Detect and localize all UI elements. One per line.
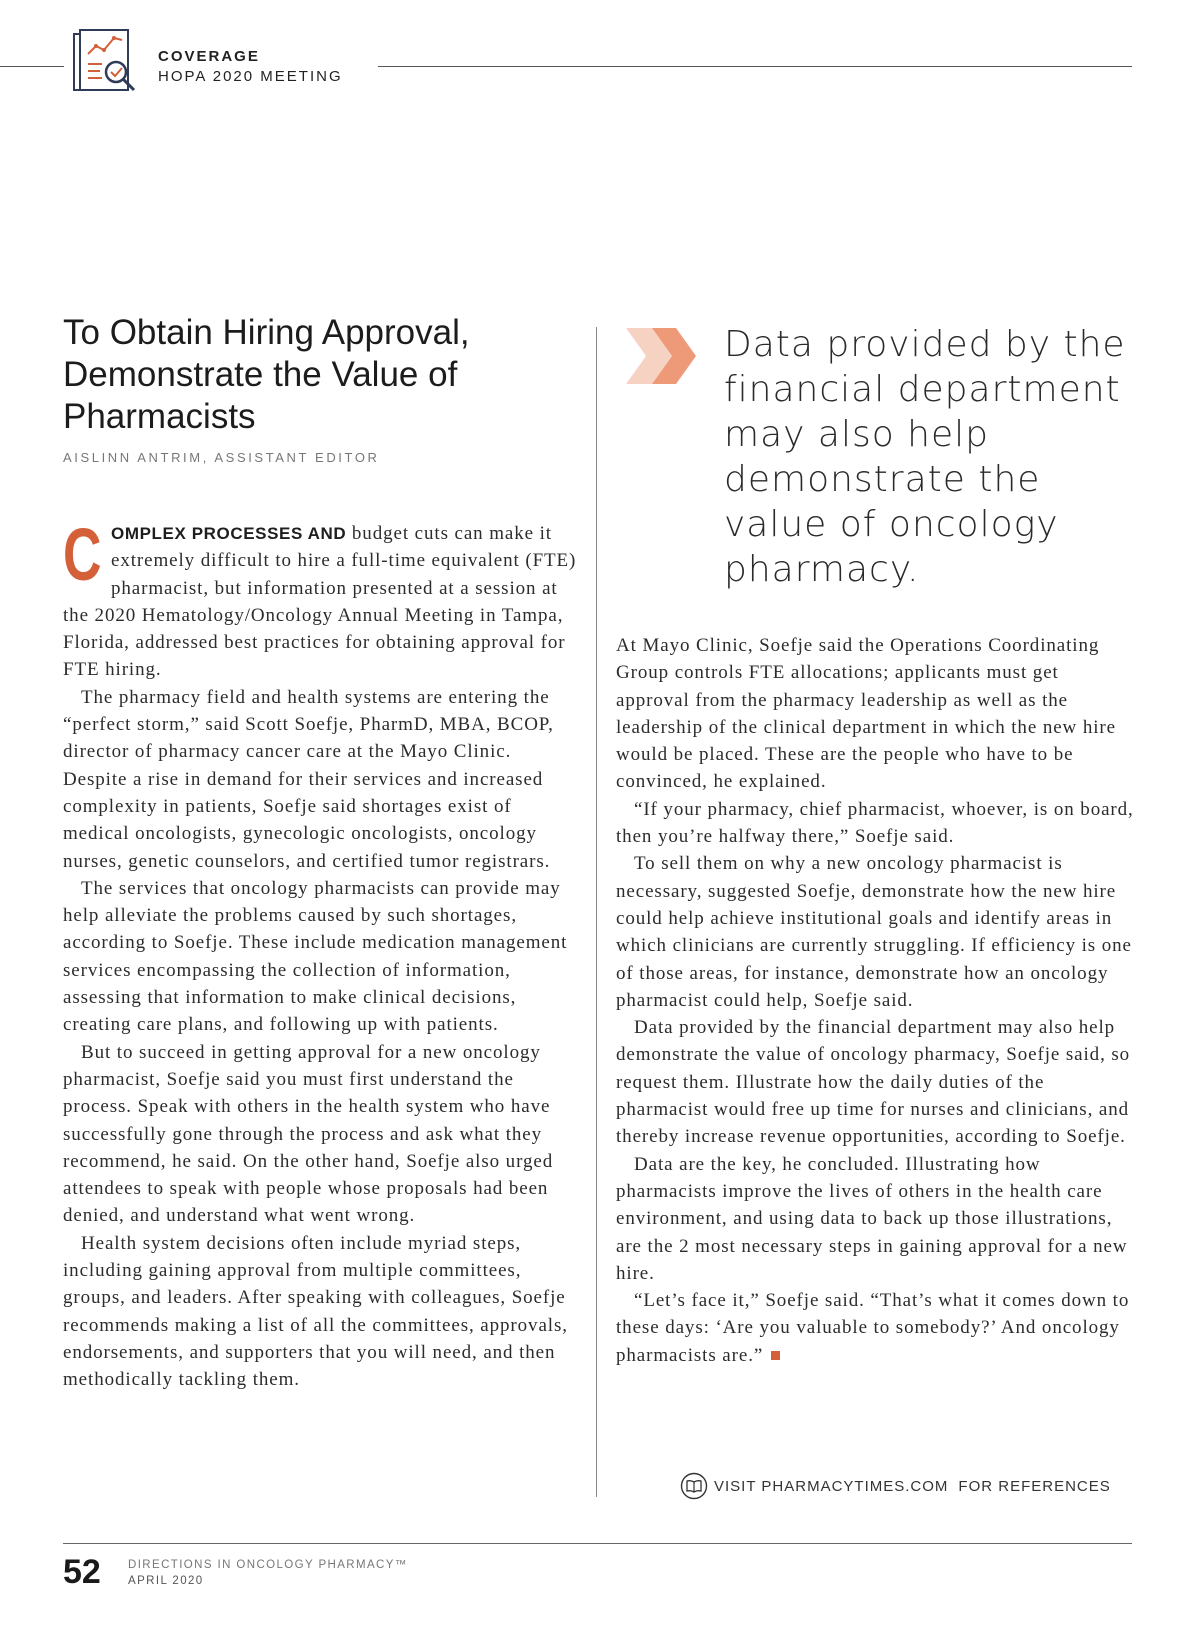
body-paragraph: Health system decisions often include myriad steps, including gaining approval from multiple committees, groups, and leaders. After speaking with colleagues, Soefje recommends making a list of all the committees, approvals, endorsements, and supporters that you will need, and then methodically tackling them. bbox=[63, 1232, 568, 1391]
section-label: COVERAGE bbox=[158, 48, 260, 65]
body-paragraph: At Mayo Clinic, Soefje said the Operations Coordinating Group controls FTE allocations; applicants must get approval from the pharmacy leadership as well as the leadership of the clinical department in which the new hire would be placed. These are the people who have to be convinced, he explained. bbox=[616, 635, 1116, 793]
issue-date: APRIL 2020 bbox=[128, 1575, 204, 1587]
body-paragraph: But to succeed in getting approval for a new oncology pharmacist, Soefje said you must first understand the process. Speak with others in the health system who have successfully gone through the process and ask what they recommend, he said. On the other hand, Soefje also urged attendees to speak with people whose proposals had been denied, and understand what went wrong. bbox=[63, 1041, 554, 1227]
drop-cap: C bbox=[63, 513, 103, 596]
section-header bbox=[158, 47, 343, 87]
article-title: To Obtain Hiring Approval, Demonstrate the Value of Pharmacists bbox=[63, 313, 470, 436]
references-label: FOR REFERENCES bbox=[958, 1477, 1111, 1495]
subsection-label: HOPA 2020 MEETING bbox=[158, 68, 343, 85]
book-icon bbox=[680, 1472, 708, 1500]
body-paragraph: Data provided by the financial department may also help demonstrate the value of oncology pharmacy, Soefje said, so request them. Illustrate how the daily duties of the pharmacist would free up time for nurses and clinicians, and thereby increase revenue opportunities, according to Soefje. bbox=[616, 1017, 1131, 1148]
body-paragraph: Data are the key, he concluded. Illustrating how pharmacists improve the lives of others in the health care environment, and using data to back up those illustrations, are the 2 most necessary steps in gaining approval for a new hire. bbox=[616, 1153, 1128, 1284]
publication-name: DIRECTIONS IN ONCOLOGY PHARMACY™ bbox=[128, 1559, 408, 1571]
references-link[interactable] bbox=[680, 1472, 1111, 1500]
body-paragraph: “If your pharmacy, chief pharmacist, whoever, is on board, then you’re halfway there,” Soefje said. bbox=[616, 798, 1134, 848]
right-column bbox=[616, 632, 1136, 1369]
opening-paragraph bbox=[63, 513, 581, 684]
references-url[interactable]: VISIT PHARMACYTIMES.COM bbox=[714, 1477, 949, 1495]
pull-quote: Data provided by the financial department may also help demonstrate the value of oncology pharmacy. bbox=[724, 324, 1126, 590]
chevron-right-icon bbox=[626, 328, 698, 384]
byline: AISLINN ANTRIM, ASSISTANT EDITOR bbox=[63, 450, 380, 465]
opening-paragraph-text: budget cuts can make it extremely difficult to hire a full-time equivalent (FTE) pharmacist, but information presented at a session at the 2020 Hematology/Oncology Annual Meeting in Tampa, Florida, addressed best practices for obtaining approval for FTE hiring. bbox=[63, 523, 577, 681]
lead-in: OMPLEX PROCESSES AND bbox=[111, 524, 347, 543]
closing-paragraph bbox=[616, 1287, 1136, 1369]
end-mark bbox=[771, 1351, 780, 1360]
page-number: 52 bbox=[63, 1553, 101, 1591]
publication-info bbox=[128, 1557, 408, 1589]
footer-rule bbox=[63, 1543, 1132, 1544]
left-column bbox=[63, 513, 581, 1394]
header-rule-right bbox=[378, 66, 1132, 67]
header-rule-left bbox=[0, 66, 64, 67]
column-divider bbox=[596, 327, 597, 1497]
body-paragraph: The pharmacy field and health systems are entering the “perfect storm,” said Scott Soefje, PharmD, MBA, BCOP, director of pharmacy cancer care at the Mayo Clinic. Despite a rise in demand for their services and increased complexity in patients, Soefje said shortages exist of medical oncologists, gynecologic oncologists, oncology nurses, genetic counselors, and certified tumor registrars. bbox=[63, 686, 554, 872]
body-paragraph: To sell them on why a new oncology pharmacist is necessary, suggested Soefje, demonstrate how the new hire could help achieve institutional goals and identify areas in which clinicians are currently struggling. If efficiency is one of those areas, for instance, demonstrate how an oncology pharmacist could help, Soefje said. bbox=[616, 853, 1132, 1011]
body-paragraph: The services that oncology pharmacists can provide may help alleviate the problems caused by such shortages, according to Soefje. These include medication management services encompassing the collection of information, assessing that information to make clinical decisions, creating care plans, and following up with patients. bbox=[63, 877, 568, 1036]
closing-paragraph-text: “Let’s face it,” Soefje said. “That’s what it comes down to these days: ‘Are you valuable to somebody?’ And oncology pharmacists are.” bbox=[616, 1290, 1130, 1366]
report-magnifier-icon bbox=[72, 28, 154, 100]
